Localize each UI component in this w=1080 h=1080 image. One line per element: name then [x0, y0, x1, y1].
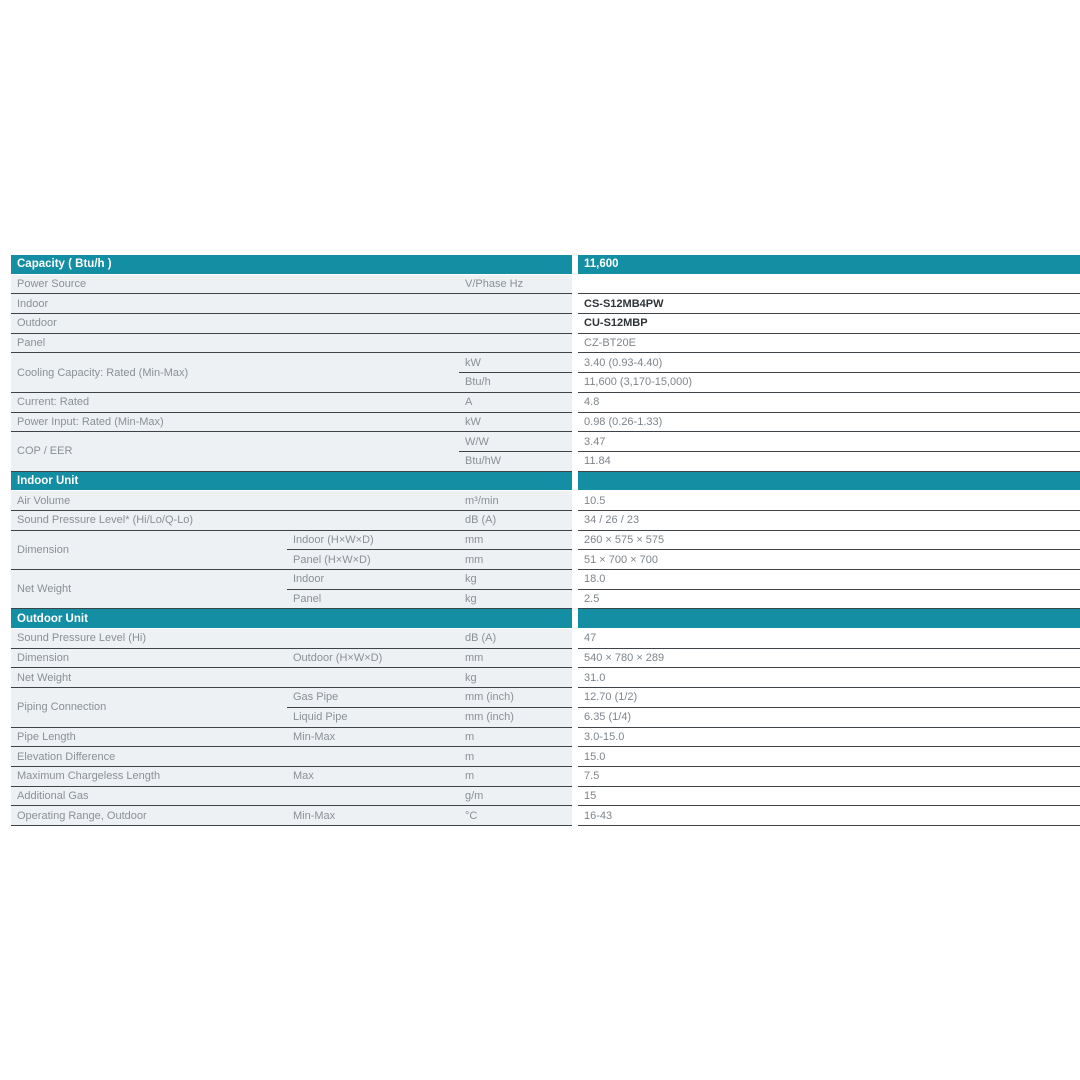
row-value: 11.84 [575, 451, 1080, 471]
row-value: 260 × 575 × 575 [575, 530, 1080, 550]
table-row [11, 510, 1080, 530]
row-sublabel: Max [287, 766, 459, 786]
row-label: Additional Gas [11, 786, 459, 806]
row-value: 15 [575, 786, 1080, 806]
indoor-unit-header-row [11, 471, 1080, 491]
row-label: Piping Connection [11, 688, 287, 727]
table-row [11, 314, 1080, 334]
section-title-fill [575, 471, 1080, 491]
row-value: 47 [575, 629, 1080, 649]
row-label: Panel [11, 333, 575, 353]
row-label: Maximum Chargeless Length [11, 766, 287, 786]
table-row [11, 806, 1080, 826]
row-sublabel: Min-Max [287, 727, 459, 747]
row-unit: m [459, 727, 575, 747]
row-value: 18.0 [575, 570, 1080, 590]
row-label: Cooling Capacity: Rated (Min-Max) [11, 353, 459, 392]
section-title-fill [575, 609, 1080, 629]
row-label: Elevation Difference [11, 747, 459, 767]
row-unit: kg [459, 668, 575, 688]
row-label: Dimension [11, 648, 287, 668]
table-row [11, 274, 1080, 294]
capacity-value: 11,600 [575, 255, 1080, 274]
row-value: 16-43 [575, 806, 1080, 826]
table-row [11, 727, 1080, 747]
row-sublabel: Outdoor (H×W×D) [287, 648, 459, 668]
outdoor-unit-header-row [11, 609, 1080, 629]
row-unit: mm [459, 550, 575, 570]
panel-model-value: CZ-BT20E [575, 333, 1080, 353]
row-unit: V/Phase Hz [459, 274, 575, 294]
table-row [11, 333, 1080, 353]
row-value: 10.5 [575, 491, 1080, 511]
row-unit: dB (A) [459, 629, 575, 649]
row-value: 0.98 (0.26-1.33) [575, 412, 1080, 432]
row-value: 31.0 [575, 668, 1080, 688]
row-value: 540 × 780 × 289 [575, 648, 1080, 668]
row-label: Pipe Length [11, 727, 287, 747]
row-label: Air Volume [11, 491, 459, 511]
row-unit: m³/min [459, 491, 575, 511]
table-row [11, 747, 1080, 767]
row-sublabel: Min-Max [287, 806, 459, 826]
row-value: 3.0-15.0 [575, 727, 1080, 747]
table-row [11, 688, 1080, 708]
table-row [11, 570, 1080, 590]
row-unit: mm (inch) [459, 707, 575, 727]
table-row [11, 491, 1080, 511]
table-row [11, 786, 1080, 806]
row-value: 2.5 [575, 589, 1080, 609]
row-unit: Btu/hW [459, 451, 575, 471]
table-row [11, 412, 1080, 432]
table-row [11, 668, 1080, 688]
row-label: Operating Range, Outdoor [11, 806, 287, 826]
row-unit: kW [459, 412, 575, 432]
row-label: Net Weight [11, 570, 287, 609]
row-unit: Btu/h [459, 373, 575, 393]
row-label: Power Source [11, 274, 459, 294]
table-row [11, 766, 1080, 786]
row-value: 15.0 [575, 747, 1080, 767]
row-label: Dimension [11, 530, 287, 569]
row-unit: A [459, 392, 575, 412]
row-label: Current: Rated [11, 392, 459, 412]
table-row [11, 648, 1080, 668]
row-sublabel: Gas Pipe [287, 688, 459, 708]
row-unit: mm (inch) [459, 688, 575, 708]
capacity-label: Capacity ( Btu/h ) [11, 255, 575, 274]
row-value: 34 / 26 / 23 [575, 510, 1080, 530]
table-row [11, 392, 1080, 412]
row-value: 3.40 (0.93-4.40) [575, 353, 1080, 373]
row-label: Outdoor [11, 314, 575, 334]
table-row [11, 353, 1080, 373]
row-sublabel: Indoor (H×W×D) [287, 530, 459, 550]
indoor-model-value: CS-S12MB4PW [575, 294, 1080, 314]
row-value: 7.5 [575, 766, 1080, 786]
row-label: Net Weight [11, 668, 459, 688]
table-row [11, 530, 1080, 550]
row-value: 4.8 [575, 392, 1080, 412]
spec-table [11, 255, 1080, 826]
row-unit: W/W [459, 432, 575, 452]
row-sublabel: Panel (H×W×D) [287, 550, 459, 570]
row-label: Sound Pressure Level (Hi) [11, 629, 459, 649]
row-unit: g/m [459, 786, 575, 806]
section-title: Outdoor Unit [11, 609, 575, 629]
row-value: 12.70 (1/2) [575, 688, 1080, 708]
section-title: Indoor Unit [11, 471, 575, 491]
table-row [11, 629, 1080, 649]
row-unit: dB (A) [459, 510, 575, 530]
row-value [575, 274, 1080, 294]
table-row [11, 432, 1080, 452]
outdoor-model-value: CU-S12MBP [575, 314, 1080, 334]
row-unit: mm [459, 648, 575, 668]
row-value: 51 × 700 × 700 [575, 550, 1080, 570]
row-sublabel: Indoor [287, 570, 459, 590]
row-unit: mm [459, 530, 575, 550]
row-value: 3.47 [575, 432, 1080, 452]
row-unit: kW [459, 353, 575, 373]
row-value: 6.35 (1/4) [575, 707, 1080, 727]
row-label: COP / EER [11, 432, 459, 471]
row-value: 11,600 (3,170-15,000) [575, 373, 1080, 393]
row-sublabel: Panel [287, 589, 459, 609]
row-unit: kg [459, 570, 575, 590]
table-row [11, 294, 1080, 314]
row-unit: kg [459, 589, 575, 609]
row-unit: °C [459, 806, 575, 826]
row-unit: m [459, 766, 575, 786]
row-label: Sound Pressure Level* (Hi/Lo/Q-Lo) [11, 510, 459, 530]
row-unit: m [459, 747, 575, 767]
row-label: Indoor [11, 294, 575, 314]
capacity-header-row [11, 255, 1080, 274]
row-label: Power Input: Rated (Min-Max) [11, 412, 459, 432]
row-sublabel: Liquid Pipe [287, 707, 459, 727]
